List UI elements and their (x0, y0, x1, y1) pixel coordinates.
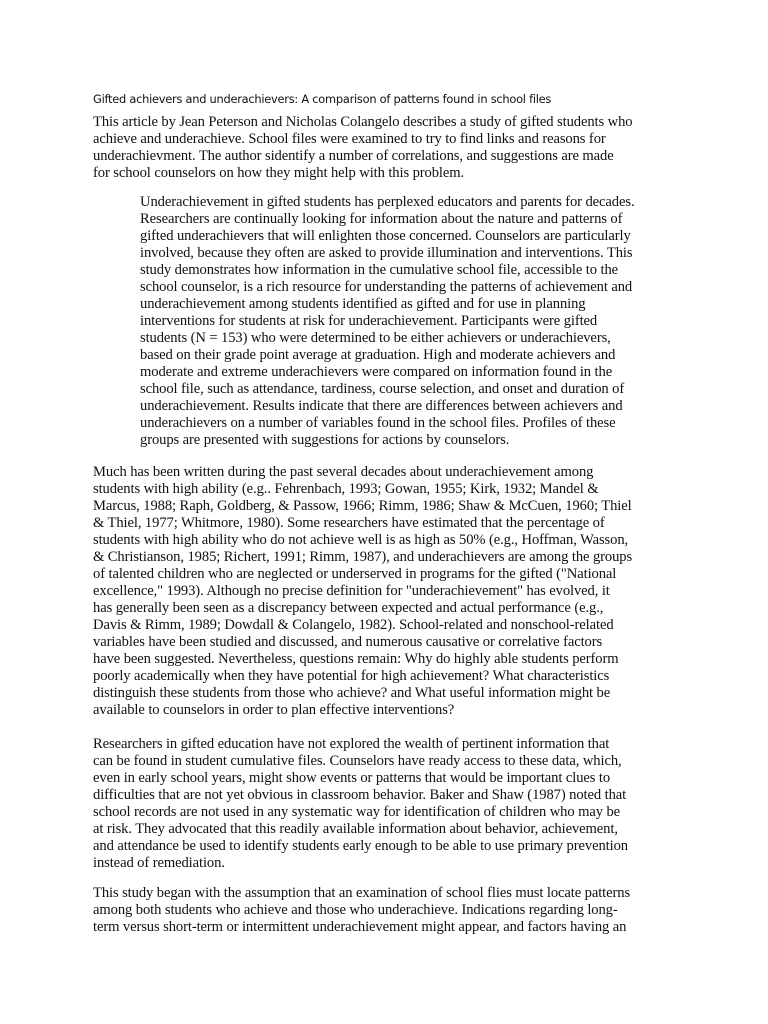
body-paragraph-3 (93, 885, 630, 936)
text-line: This study began with the assumption that an examination of school flies must locate patterns (93, 885, 631, 901)
text-line: students with high ability (e.g.. Fehrenbach, 1993; Gowan, 1955; Kirk, 1932; Mandel & (93, 481, 599, 497)
text-line: poorly academically when they have potential for high achievement? What characteristics (93, 668, 610, 684)
text-line: Researchers in gifted education have not explored the wealth of pertinent information that (93, 736, 610, 752)
text-line: variables have been studied and discussed, and numerous causative or correlative factors (93, 634, 603, 650)
text-line: achieve and underachieve. School files were examined to try to find links and reasons for (93, 131, 606, 147)
text-line: interventions for students at risk for underachievement. Participants were gifted (140, 313, 598, 329)
text-line: available to counselors in order to plan effective interventions? (93, 702, 455, 718)
text-line: term versus short-term or intermittent underachievement might appear, and factors having an (93, 919, 627, 935)
text-line: of talented children who are neglected or underserved in programs for the gifted ("National (93, 566, 617, 582)
text-line: groups are presented with suggestions for actions by counselors. (140, 432, 510, 448)
text-line: school file, such as attendance, tardiness, course selection, and onset and duration of (140, 381, 625, 397)
text-line: at risk. They advocated that this readily available information about behavior, achievement, (93, 821, 618, 837)
text-line: moderate and extreme underachievers were compared on information found in the (140, 364, 613, 380)
text-line: school counselor, is a rich resource for understanding the patterns of achievement and (140, 279, 633, 295)
text-line: has generally been seen as a discrepancy between expected and actual performance (e.g., (93, 600, 604, 616)
text-line: involved, because they often are asked to provide illumination and interventions. This (140, 245, 633, 261)
text-line: even in early school years, might show events or patterns that would be important clues to (93, 770, 611, 786)
text-line: distinguish these students from those who achieve? and What useful information might be (93, 685, 611, 701)
text-line: Marcus, 1988; Raph, Goldberg, & Passow, 1966; Rimm, 1986; Shaw & McCuen, 1960; Thiel (93, 498, 632, 514)
text-line: Davis & Rimm, 1989; Dowdall & Colangelo, 1982). School-related and nonschool-related (93, 617, 614, 633)
text-line: instead of remediation. (93, 855, 225, 871)
text-line: students with high ability who do not achieve well is as high as 50% (e.g., Hoffman, Wasson, (93, 532, 629, 548)
text-line: study demonstrates how information in the cumulative school file, accessible to the (140, 262, 619, 278)
text-line: can be found in student cumulative files. Counselors have ready access to these data, which, (93, 753, 622, 769)
text-line: difficulties that are not yet obvious in classroom behavior. Baker and Shaw (1987) noted that (93, 787, 627, 803)
text-line: and attendance be used to identify students early enough to be able to use primary prevention (93, 838, 628, 854)
text-line: & Christianson, 1985; Richert, 1991; Rimm, 1987), and underachievers are among the groups (93, 549, 633, 565)
text-line: Researchers are continually looking for information about the nature and patterns of (140, 211, 623, 227)
body-paragraph-1 (93, 464, 632, 719)
text-line: & Thiel, 1977; Whitmore, 1980). Some researchers have estimated that the percentage of (93, 515, 605, 531)
document-title: Gifted achievers and underachievers: A comparison of patterns found in school files (93, 92, 552, 106)
text-line: gifted underachievers that will enlighten those concerned. Counselors are particularly (140, 228, 631, 244)
abstract-blockquote (140, 194, 635, 449)
text-line: based on their grade point average at graduation. High and moderate achievers and (140, 347, 616, 363)
text-line: have been suggested. Nevertheless, questions remain: Why do highly able students perform (93, 651, 619, 667)
intro-paragraph (93, 114, 632, 182)
text-line: excellence," 1993). Although no precise definition for "underachievement" has evolved, it (93, 583, 610, 599)
text-line: school records are not used in any systematic way for identification of children who may be (93, 804, 621, 820)
text-line: Underachievement in gifted students has perplexed educators and parents for decades. (140, 194, 635, 210)
text-line: Much has been written during the past several decades about underachievement among (93, 464, 594, 480)
text-line: among both students who achieve and those who underachieve. Indications regarding long- (93, 902, 618, 918)
document-page (93, 0, 685, 1024)
text-line: underachievement among students identified as gifted and for use in planning (140, 296, 586, 312)
text-line: underachievment. The author sidentify a number of correlations, and suggestions are made (93, 148, 614, 164)
text-line: students (N = 153) who were determined to be either achievers or underachievers, (140, 330, 611, 346)
body-paragraph-2 (93, 736, 628, 872)
text-line: underachievement. Results indicate that there are differences between achievers and (140, 398, 623, 414)
text-line: This article by Jean Peterson and Nicholas Colangelo describes a study of gifted students who (93, 114, 633, 130)
text-line: underachievers on a number of variables found in the school files. Profiles of these (140, 415, 616, 431)
text-line: for school counselors on how they might help with this problem. (93, 165, 465, 181)
